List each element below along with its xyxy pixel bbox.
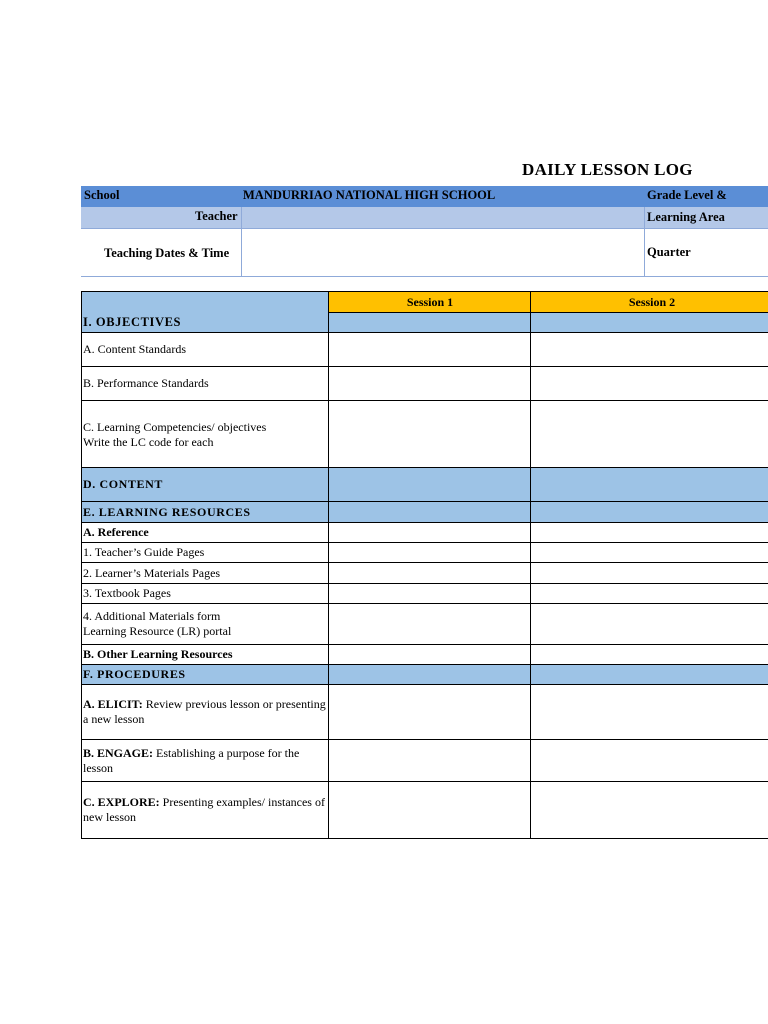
cell[interactable] bbox=[531, 367, 768, 401]
grade-level-label: Grade Level & bbox=[647, 188, 727, 202]
content-heading: D. CONTENT bbox=[82, 468, 329, 502]
table-row bbox=[82, 292, 768, 313]
cell[interactable] bbox=[531, 782, 768, 839]
cell[interactable] bbox=[531, 604, 768, 645]
cell[interactable] bbox=[531, 685, 768, 740]
header-divider bbox=[644, 207, 645, 277]
table-row bbox=[82, 740, 768, 782]
teaching-dates-label: Teaching Dates & Time bbox=[104, 246, 230, 260]
table-row bbox=[82, 645, 768, 665]
table-row bbox=[82, 604, 768, 645]
quarter-label: Quarter bbox=[647, 245, 691, 259]
cell[interactable] bbox=[531, 740, 768, 782]
cell[interactable] bbox=[329, 584, 531, 604]
cell[interactable] bbox=[329, 740, 531, 782]
lesson-log-table bbox=[81, 291, 768, 839]
header-divider bbox=[241, 207, 242, 277]
explore-text: Presenting examples/ instances of new lesson bbox=[83, 795, 325, 824]
cell[interactable] bbox=[329, 502, 531, 523]
textbook-pages-label: 3. Textbook Pages bbox=[82, 584, 329, 604]
lr-portal-label: Learning Resource (LR) portal bbox=[83, 624, 232, 638]
cell[interactable] bbox=[329, 645, 531, 665]
elicit-text: Review previous lesson or presenting a new lesson bbox=[83, 697, 326, 726]
cell[interactable] bbox=[329, 367, 531, 401]
teachers-guide-label: 1. Teacher’s Guide Pages bbox=[82, 543, 329, 563]
cell[interactable] bbox=[531, 584, 768, 604]
learning-area-label: Learning Area bbox=[647, 210, 725, 224]
cell[interactable] bbox=[329, 563, 531, 584]
cell[interactable] bbox=[531, 563, 768, 584]
performance-standards-label: B. Performance Standards bbox=[82, 367, 329, 401]
procedures-heading: F. PROCEDURES bbox=[82, 665, 329, 685]
table-row bbox=[82, 401, 768, 468]
table-row bbox=[82, 543, 768, 563]
cell[interactable] bbox=[531, 645, 768, 665]
engage-text: Establishing a purpose for the lesson bbox=[83, 745, 300, 775]
school-value: MANDURRIAO NATIONAL HIGH SCHOOL bbox=[243, 188, 496, 202]
page-title: DAILY LESSON LOG bbox=[522, 160, 693, 179]
elicit-label: A. ELICIT: bbox=[83, 697, 143, 711]
explore-label: C. EXPLORE: bbox=[83, 795, 160, 809]
additional-materials-label: 4. Additional Materials form bbox=[83, 609, 221, 623]
reference-label: A. Reference bbox=[82, 523, 329, 543]
cell[interactable] bbox=[531, 543, 768, 563]
table-row bbox=[82, 333, 768, 367]
table-row bbox=[82, 685, 768, 740]
cell[interactable] bbox=[531, 468, 768, 502]
learners-materials-label: 2. Learner’s Materials Pages bbox=[82, 563, 329, 584]
cell[interactable] bbox=[531, 313, 768, 333]
cell[interactable] bbox=[329, 313, 531, 333]
competencies-note: Write the LC code for each bbox=[83, 435, 214, 449]
learning-resources-heading: E. LEARNING RESOURCES bbox=[82, 502, 329, 523]
content-standards-label: A. Content Standards bbox=[82, 333, 329, 367]
cell[interactable] bbox=[329, 468, 531, 502]
table-row bbox=[82, 523, 768, 543]
table-row bbox=[82, 563, 768, 584]
engage-label: B. ENGAGE: bbox=[83, 745, 154, 760]
cell[interactable] bbox=[531, 333, 768, 367]
teacher-label: Teacher bbox=[195, 209, 238, 223]
cell[interactable] bbox=[329, 685, 531, 740]
cell[interactable] bbox=[329, 665, 531, 685]
session-1-header: Session 1 bbox=[329, 292, 531, 313]
session-2-header: Session 2 bbox=[531, 292, 768, 313]
cell[interactable] bbox=[329, 333, 531, 367]
table-row bbox=[82, 665, 768, 685]
header-divider bbox=[81, 276, 768, 277]
table-row bbox=[82, 502, 768, 523]
header-divider bbox=[81, 228, 768, 229]
objectives-heading: I. OBJECTIVES bbox=[83, 315, 182, 329]
other-resources-label: B. Other Learning Resources bbox=[82, 645, 329, 665]
cell[interactable] bbox=[531, 401, 768, 468]
table-row bbox=[82, 468, 768, 502]
cell[interactable] bbox=[531, 502, 768, 523]
table-row bbox=[82, 367, 768, 401]
table-row bbox=[82, 782, 768, 839]
school-label: School bbox=[84, 188, 120, 202]
cell[interactable] bbox=[531, 665, 768, 685]
cell[interactable] bbox=[329, 543, 531, 563]
competencies-label: C. Learning Competencies/ objectives bbox=[83, 420, 267, 434]
cell[interactable] bbox=[329, 401, 531, 468]
table-row bbox=[82, 584, 768, 604]
cell[interactable] bbox=[531, 523, 768, 543]
cell[interactable] bbox=[329, 604, 531, 645]
cell[interactable] bbox=[329, 782, 531, 839]
cell[interactable] bbox=[329, 523, 531, 543]
